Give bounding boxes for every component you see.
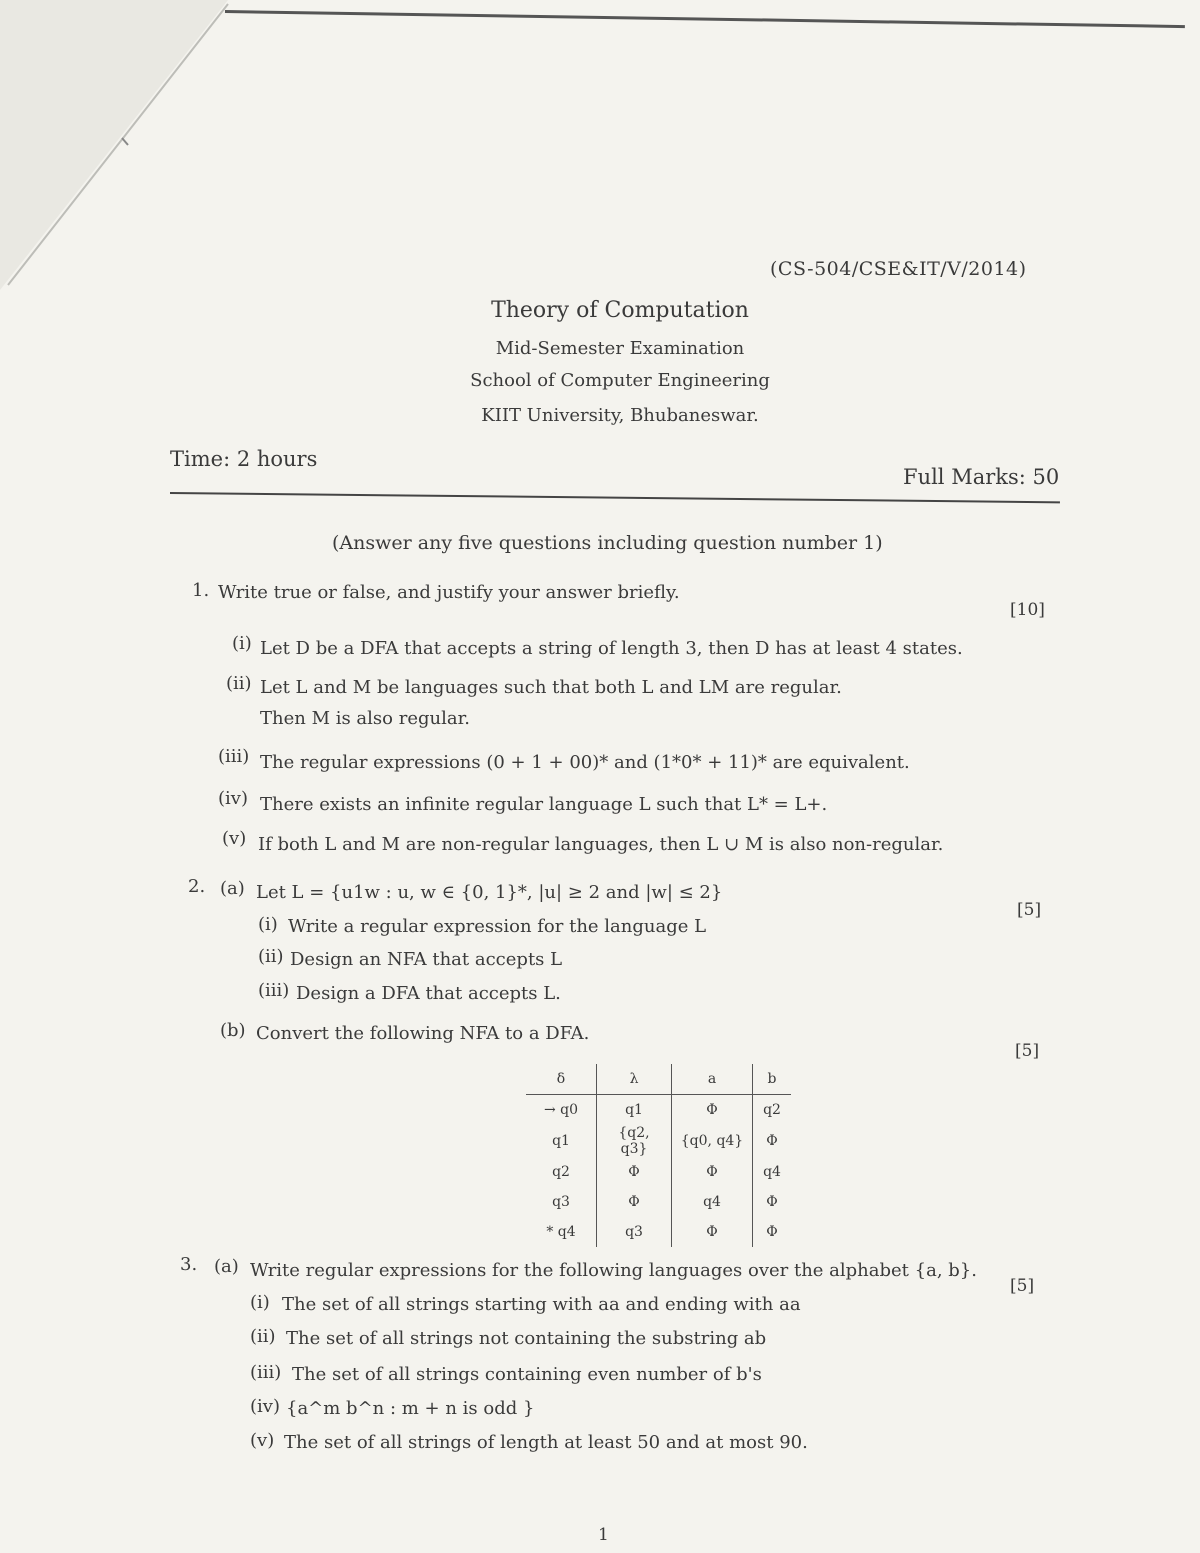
q1-item-label: (i) xyxy=(232,633,252,654)
top-edge-rule xyxy=(225,10,1185,28)
q3-number: 3. xyxy=(180,1254,198,1275)
table-cell: q2 xyxy=(763,1102,781,1118)
table-header-cell: δ xyxy=(526,1064,597,1095)
table-cell: q2 xyxy=(526,1157,597,1187)
table-cell: Φ xyxy=(766,1133,778,1149)
q3-item-text: The set of all strings of length at least 50 and at most 90. xyxy=(284,1432,808,1453)
q2a-marks: [5] xyxy=(1017,900,1042,920)
table-cell: q3 xyxy=(526,1187,597,1217)
table-cell: Φ xyxy=(766,1194,778,1210)
q2a-item-label: (ii) xyxy=(258,946,284,967)
page-number: 1 xyxy=(598,1525,609,1545)
q1-item-label: (iv) xyxy=(218,788,248,809)
table-header-row xyxy=(526,1064,791,1095)
table-header-cell: λ xyxy=(597,1064,672,1095)
q3a-text: Write regular expressions for the following languages over the alphabet {a, b}. xyxy=(250,1260,977,1281)
exam-type: Mid-Semester Examination xyxy=(495,338,745,359)
q1-item-text: Let L and M be languages such that both L and LM are regular. xyxy=(260,677,842,698)
q1-item-text: There exists an infinite regular language L such that L* = L+. xyxy=(260,794,828,815)
q3a-label: (a) xyxy=(214,1256,239,1277)
q3-item-label: (v) xyxy=(250,1430,275,1451)
page-fold-shadow xyxy=(0,0,240,300)
table-cell: q1 xyxy=(526,1125,597,1157)
course-code: (CS-504/CSE&IT/V/2014) xyxy=(770,258,1027,280)
q1-number: 1. xyxy=(192,580,210,601)
table-row xyxy=(526,1217,791,1247)
q1-marks: [10] xyxy=(1010,600,1045,620)
table-cell: Φ xyxy=(766,1224,778,1240)
table-cell: q3 xyxy=(597,1217,672,1247)
table-cell: q4 xyxy=(672,1187,753,1217)
q2a-item-text: Design an NFA that accepts L xyxy=(290,949,563,970)
q3-item-text: {a^m b^n : m + n is odd } xyxy=(286,1398,535,1419)
table-cell: {q2, q3} xyxy=(597,1125,672,1157)
table-cell: Φ xyxy=(597,1187,672,1217)
table-cell: Φ xyxy=(597,1157,672,1187)
q1-item-text: The regular expressions (0 + 1 + 00)* and (1*0* + 11)* are equivalent. xyxy=(260,752,910,773)
table-row xyxy=(526,1095,791,1126)
table-cell: q4 xyxy=(763,1164,781,1180)
table-row xyxy=(526,1125,791,1157)
nfa-transition-table xyxy=(526,1064,791,1247)
school-name: School of Computer Engineering xyxy=(470,370,770,391)
exam-instruction: (Answer any five questions including question number 1) xyxy=(332,532,883,554)
q2a-item-label: (i) xyxy=(258,914,278,935)
header-divider xyxy=(170,492,1060,503)
q3-item-text: The set of all strings containing even number of b's xyxy=(292,1364,762,1385)
q2a-item-text: Write a regular expression for the language L xyxy=(288,916,707,937)
q1-item-text: Let D be a DFA that accepts a string of length 3, then D has at least 4 states. xyxy=(260,638,963,659)
table-cell: Φ xyxy=(672,1095,753,1126)
q2b-label: (b) xyxy=(220,1020,246,1041)
full-marks: Full Marks: 50 xyxy=(903,465,1060,489)
q3-item-text: The set of all strings not containing the substring ab xyxy=(286,1328,767,1349)
university-name: KIIT University, Bhubaneswar. xyxy=(481,405,759,426)
q3a-marks: [5] xyxy=(1010,1276,1035,1296)
q1-text: Write true or false, and justify your answer briefly. xyxy=(218,582,680,603)
table-cell: q1 xyxy=(597,1095,672,1126)
table-cell: {q0, q4} xyxy=(672,1125,753,1157)
table-header-cell: a xyxy=(672,1064,753,1095)
q3-item-label: (iv) xyxy=(250,1396,280,1417)
table-cell: → q0 xyxy=(526,1095,597,1126)
q2a-item-label: (iii) xyxy=(258,980,290,1001)
exam-time: Time: 2 hours xyxy=(170,447,318,471)
q2-number: 2. xyxy=(188,876,206,897)
q2a-text: Let L = {u1w : u, w ∈ {0, 1}*, |u| ≥ 2 and |w| ≤ 2} xyxy=(256,882,723,903)
q1-item-text: If both L and M are non-regular languages, then L ∪ M is also non-regular. xyxy=(258,834,944,855)
q3-item-text: The set of all strings starting with aa and ending with aa xyxy=(282,1294,801,1315)
q1-item-label: (iii) xyxy=(218,746,250,767)
q2b-marks: [5] xyxy=(1015,1041,1040,1061)
q2b-text: Convert the following NFA to a DFA. xyxy=(256,1023,590,1044)
q3-item-label: (i) xyxy=(250,1292,270,1313)
table-header-cell: b xyxy=(753,1064,792,1095)
table-cell: Φ xyxy=(672,1217,753,1247)
q1-item-label: (ii) xyxy=(226,673,252,694)
table-cell: * q4 xyxy=(526,1217,597,1247)
table-row xyxy=(526,1187,791,1217)
table-row xyxy=(526,1157,791,1187)
table-cell: Φ xyxy=(672,1157,753,1187)
q2a-label: (a) xyxy=(220,878,245,899)
q3-item-label: (ii) xyxy=(250,1326,276,1347)
q3-item-label: (iii) xyxy=(250,1362,282,1383)
q1-item-label: (v) xyxy=(222,828,247,849)
q2a-item-text: Design a DFA that accepts L. xyxy=(296,983,561,1004)
exam-title: Theory of Computation xyxy=(491,298,749,323)
q1-item-text: Then M is also regular. xyxy=(260,708,470,729)
